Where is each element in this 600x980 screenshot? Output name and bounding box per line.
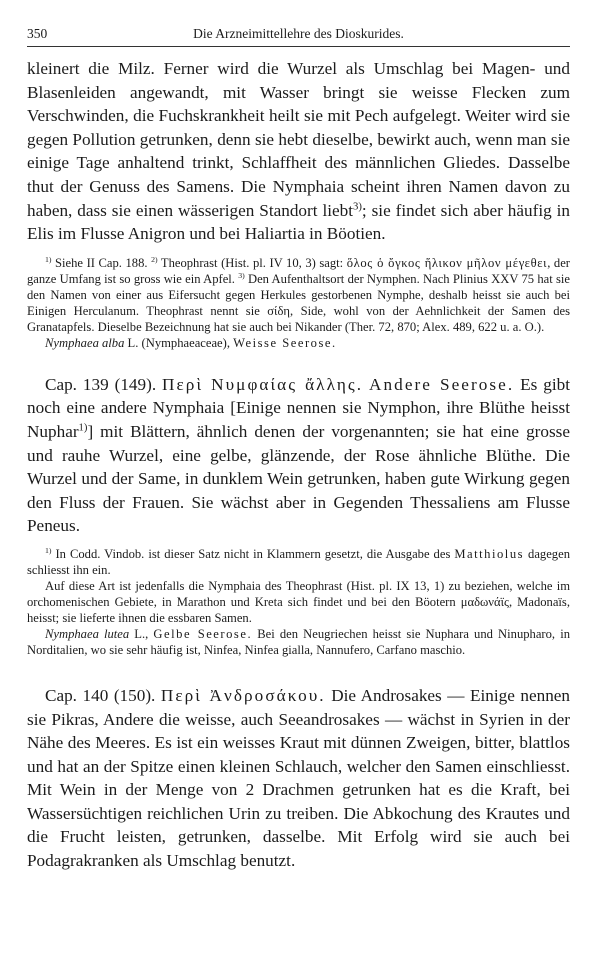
greek-quote: ὅλος ὁ ὄγκος ἥλικον μῆλον μέγεθει: [346, 255, 548, 270]
page-number: 350: [27, 26, 48, 41]
running-title: Die Arzneimittellehre des Dioskurides.: [193, 26, 404, 41]
plant-identification: Nymphaea alba L. (Nymphaeaceae), Weisse Seerose.: [45, 335, 337, 350]
main-text: [27, 57, 570, 873]
paragraph-continuation: kleinert die Milz. Ferner wird die Wurzel als Umschlag bei Magen- und Blasenleiden angewandt, mit Wasser bringt sie weisse Flecken zum Verschwinden, die Fuchskrankheit heilt sie mit Pech aufgelegt. Weiter wird sie gegen Pollution getrunken, denn sie hebt dieselbe, bewirkt auch, wenn man sie einige Tage anhaltend trinkt, Schlaffheit des männlichen Gliedes. Dasselbe thut der Genuss des Samens. Die Nymphaia scheint ihren Namen davon zu haben, dass sie einen wässerigen Standort liebt$^{3)}$; sie findet sich aber häufig in Elis im Flusse Anigron und bei Haliartia in Böotien.: [27, 59, 571, 244]
footnotes-cap138: [27, 255, 570, 351]
plant-identification: Nymphaea lutea L., Gelbe Seerose. Bei den Neugriechen heisst sie Nuphara und Ninupharo, in Norditalien, wo sie sehr häufig ist, Ninfea, Ninfea gialla, Nannufero, Carfano maschio.: [27, 626, 570, 657]
greek-heading: Περὶ Ἀνδροσάκου.: [160, 685, 326, 705]
greek-word: μαδωνάϊς: [460, 594, 509, 609]
footnote-paragraph: Auf diese Art ist jedenfalls die Nymphaia des Theophrast (Hist. pl. IX 13, 1) zu beziehen, welche im orchomenischen Gebiete, in Marathon und Kreta sich findet und bei den Böotern μαδωνάϊς, Madonaïs, heisst; sie lieferte ihnen die essbaren Samen.: [27, 578, 570, 625]
chapter-label: Cap. 139 (149).: [45, 374, 157, 394]
footnote: $^{1)}$ In Codd. Vindob. ist dieser Satz nicht in Klammern gesetzt, die Ausgabe des Matthiolus dagegen schliesst ihn ein.: [27, 545, 570, 577]
german-heading: Andere Seerose.: [369, 374, 515, 394]
greek-word: σίδη: [267, 303, 290, 318]
chapter-label: Cap. 140 (150).: [45, 685, 156, 705]
footnotes-cap139: [27, 546, 570, 658]
footnote: $^{1)}$ Siehe II Cap. 188. $^{2)}$ Theophrast (Hist. pl. IV 10, 3) sagt: ὅλος ὁ ὄγκος ἥλικον μῆλον μέγεθει, der ganze Umfang ist so gross wie ein Apfel. $^{3)}$ Den Aufenthaltsort der Nymphen. Nach Plinius XXV 75 hat sie den Namen von einer aus Eifersucht gegen Herkules gestorbenen Nymphe, deshalb heisst sie auch bei Einigen Herculanum. Theophrast nennt sie σίδη, Side, wohl von der Aehnlichkeit der Samen des Granatapfels. Dieselbe Bezeichnung hat sie auch bei Nikander (Ther. 72, 870; Alex. 489, 622 u. a. O.).: [27, 254, 570, 334]
running-header: [27, 24, 570, 47]
chapter-140: Cap. 140 (150). Περὶ Ἀνδροσάκου. Die Androsakes — Einige nennen sie Pikras, Andere die weisse, auch Seeandrosakes — wächst in Syrien in der Nähe des Meeres. Es ist ein weisses Kraut mit dünnen Zweigen, bitter, blattlos und hat an der Spitze einen kleinen Schlauch, welcher den Samen einschliesst. Mit Wein in der Menge von 2 Drachmen getrunken hat es die Kraft, bei Wassersüchtigen reichlichen Urin zu treiben. Die Abkochung des Krautes und die Frucht leisten, getrunken, dasselbe. Mit Erfolg wird sie auch bei Podagrakranken als Umschlag benutzt.: [27, 685, 571, 871]
footnote-ref: 3): [353, 200, 362, 212]
greek-heading: Περὶ Νυμφαίας ἄλλης.: [162, 374, 364, 394]
chapter-139: Cap. 139 (149). Περὶ Νυμφαίας ἄλλης. Andere Seerose. Es gibt noch eine andere Nymphaia [Einige nennen sie Nymphon, ihre Blüthe heisst Nuphar$^{1)}$] mit Blättern, ähnlich denen der vorgenannten; sie hat eine grosse und rauhe Wurzel, eine gelbe, glänzende, der Rose ähnliche Blüthe. Die Wurzel und der Same, in dunklem Wein getrunken, haben gute Wirkung gegen den Fluss der Frauen. Sie wächst aber in Gegenden Thessaliens am Flusse Peneus.: [27, 374, 570, 536]
footnote-ref: 1): [78, 422, 88, 434]
